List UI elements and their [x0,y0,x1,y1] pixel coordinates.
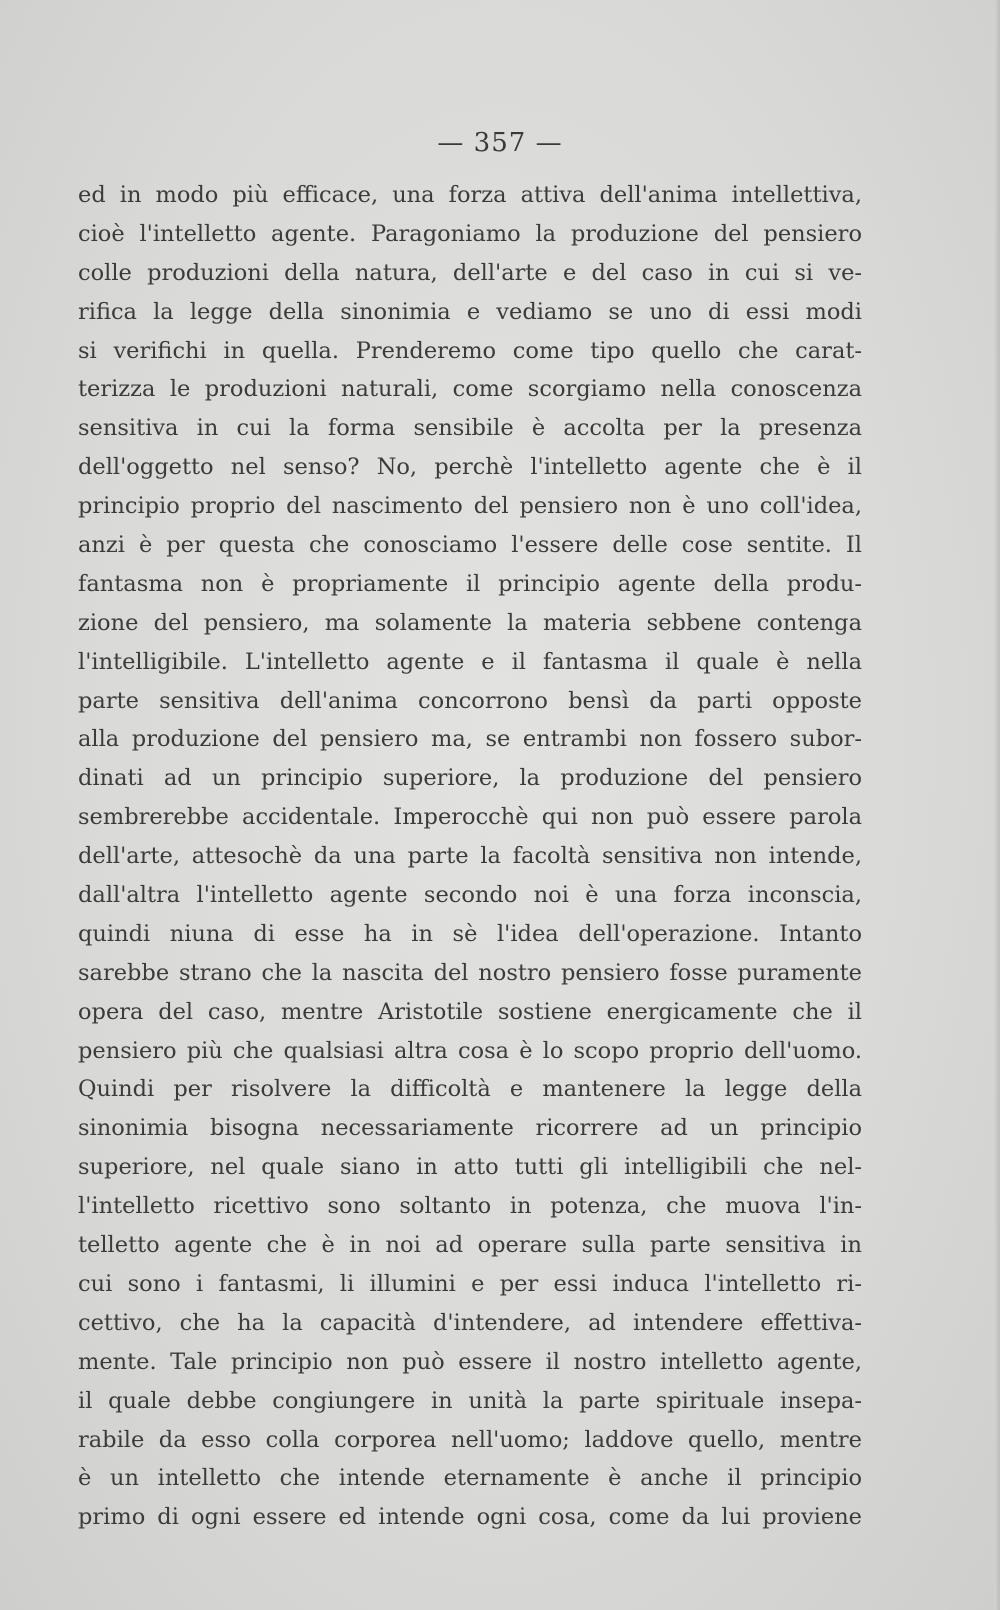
text-line: Quindi per risolvere la difficoltà e mantenere la legge della [78,1076,862,1103]
text-line: dinati ad un principio superiore, la produzione del pensiero [78,765,862,792]
text-line: l'intelligibile. L'intelletto agente e il fantasma il quale è nella [78,648,862,675]
text-line: il quale debbe congiungere in unità la parte spirituale insepa- [78,1387,862,1414]
text-line: anzi è per questa che conosciamo l'essere delle cose sentite. Il [78,532,862,559]
text-line: superiore, nel quale siano in atto tutti gli intelligibili che nel- [78,1154,862,1181]
text-line: zione del pensiero, ma solamente la materia sebbene contenga [78,609,862,636]
text-line: cioè l'intelletto agente. Paragoniamo la produzione del pensiero [78,220,862,247]
text-line: fantasma non è propriamente il principio agente della produ- [78,570,862,597]
body-text [78,176,862,1537]
text-line: rifica la legge della sinonimia e vediamo se uno di essi modi [78,298,862,325]
text-line: rabile da esso colla corporea nell'uomo; laddove quello, mentre [78,1426,862,1453]
text-line: principio proprio del nascimento del pensiero non è uno coll'idea, [78,493,862,520]
text-line: sembrerebbe accidentale. Imperocchè qui non può essere parola [78,804,862,831]
text-line: dall'altra l'intelletto agente secondo noi è una forza inconscia, [78,882,862,909]
text-line: sarebbe strano che la nascita del nostro pensiero fosse puramente [78,959,862,986]
page-edge [994,0,1000,1610]
text-line: è un intelletto che intende eternamente è anche il principio [78,1465,862,1492]
text-line: sinonimia bisogna necessariamente ricorrere ad un principio [78,1115,862,1142]
page-number: — 357 — [437,128,563,158]
text-line: colle produzioni della natura, dell'arte e del caso in cui si ve- [78,259,862,286]
text-line: si verifichi in quella. Prenderemo come tipo quello che carat- [78,337,862,364]
text-line: opera del caso, mentre Aristotile sostiene energicamente che il [78,998,862,1025]
text-line: cettivo, che ha la capacità d'intendere, ad intendere effettiva- [78,1309,862,1336]
text-line: sensitiva in cui la forma sensibile è accolta per la presenza [78,415,862,442]
text-line: dell'oggetto nel senso? No, perchè l'intelletto agente che è il [78,454,862,481]
text-line: alla produzione del pensiero ma, se entrambi non fossero subor- [78,726,862,753]
text-line: ed in modo più efficace, una forza attiva dell'anima intellettiva, [78,182,862,208]
text-line: l'intelletto ricettivo sono soltanto in potenza, che muova l'in- [78,1193,862,1220]
text-line: terizza le produzioni naturali, come scorgiamo nella conoscenza [78,376,862,403]
text-line: cui sono i fantasmi, li illumini e per essi induca l'intelletto ri- [78,1270,862,1297]
text-line: mente. Tale principio non può essere il nostro intelletto agente, [78,1348,862,1375]
text-line: telletto agente che è in noi ad operare sulla parte sensitiva in [78,1232,862,1259]
text-line: dell'arte, attesochè da una parte la facoltà sensitiva non intende, [78,843,862,870]
text-line: parte sensitiva dell'anima concorrono bensì da parti opposte [78,687,862,714]
text-line: quindi niuna di esse ha in sè l'idea dell'operazione. Intanto [78,920,862,947]
text-line: primo di ogni essere ed intende ogni cosa, come da lui proviene [78,1504,862,1531]
text-line: pensiero più che qualsiasi altra cosa è lo scopo proprio dell'uomo. [78,1037,862,1064]
